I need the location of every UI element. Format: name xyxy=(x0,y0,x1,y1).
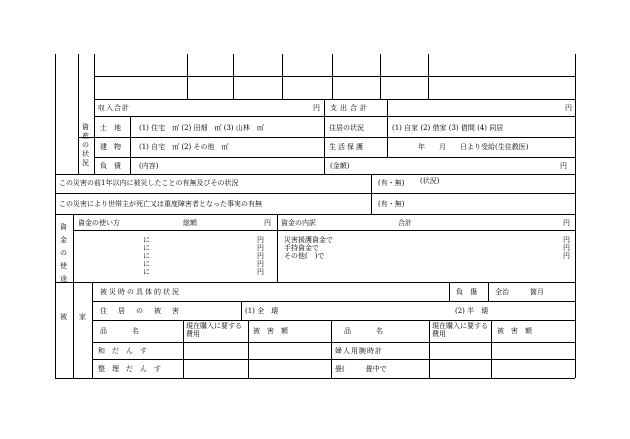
col-line xyxy=(78,54,79,174)
col-line xyxy=(282,54,283,99)
expense-yen: 円 xyxy=(565,104,572,112)
building-label: 建 物 xyxy=(100,143,121,151)
col-line xyxy=(491,320,492,378)
fund-source-yen: 円 xyxy=(563,252,570,260)
row-line xyxy=(78,137,575,138)
land-options: (1) 住宅 ㎡ (2) 田畑 ㎡ (3) 山林 ㎡ xyxy=(139,124,264,132)
fund-total-yen: 円 xyxy=(264,219,271,227)
row-line xyxy=(55,193,575,194)
col-line xyxy=(73,282,74,378)
col-line xyxy=(428,54,429,99)
fund-use-purpose: に xyxy=(143,244,150,252)
fund-use-header: 資金の使い方 xyxy=(78,219,120,227)
row-line xyxy=(55,174,575,175)
fund-use-yen: 円 xyxy=(257,252,264,260)
col-line xyxy=(94,54,95,174)
cost-header: 現在購入に要する費用 xyxy=(432,322,488,338)
row-line xyxy=(92,342,575,343)
col-line xyxy=(449,282,450,301)
row-line xyxy=(94,116,575,117)
question-prior-disaster: この災害の前1年以内に被災したことの有無及びその状況 xyxy=(59,179,239,187)
row-line xyxy=(73,230,575,231)
half-destruction-option: (2) 半 壊 xyxy=(455,307,489,315)
situation-label: 被災時の具体的状況 xyxy=(100,288,181,296)
income-total-label: 収入合計 xyxy=(98,104,130,112)
col-line xyxy=(429,320,430,378)
col-line xyxy=(73,214,74,282)
debt-label: 負 債 xyxy=(100,162,121,170)
row-line xyxy=(92,359,575,360)
fund-source: その他( )で xyxy=(284,252,325,260)
expense-total-label: 支出合計 xyxy=(330,104,370,112)
col-line xyxy=(92,282,93,378)
damage-amount-header: 被 害 額 xyxy=(497,327,532,335)
fund-source-yen: 円 xyxy=(563,236,570,244)
row-line xyxy=(94,76,575,77)
border-right xyxy=(575,54,576,378)
damage-amount-header: 被 害 額 xyxy=(253,327,288,335)
col-line xyxy=(387,99,388,157)
injury-value: 全治 箇月 xyxy=(495,288,544,296)
fund-use-group-label: 資金の使途 xyxy=(60,223,67,283)
col-line xyxy=(332,54,333,99)
fund-sum-label: 合計 xyxy=(398,219,412,227)
house-label: 家 xyxy=(79,313,86,321)
col-line xyxy=(233,54,234,99)
col-line xyxy=(380,54,381,99)
fund-use-purpose: に xyxy=(143,268,150,276)
fund-sum-yen: 円 xyxy=(563,219,570,227)
welfare-value: 年 月 日より受給(生住教医) xyxy=(418,143,529,151)
fund-source-yen: 円 xyxy=(563,244,570,252)
cost-header: 現在購入に要する費用 xyxy=(186,322,242,338)
damaged-item: 婦人用腕時計 xyxy=(335,347,383,355)
damaged-item: 和 だ ん す xyxy=(98,347,147,355)
land-label: 土 地 xyxy=(100,124,121,132)
debt-yen: 円 xyxy=(560,162,567,170)
damaged-item: 整 理 だ ん す xyxy=(98,365,161,373)
prior-disaster-answer: (有・無) xyxy=(378,179,405,187)
fund-total-label: 総額 xyxy=(183,219,197,227)
col-line xyxy=(183,320,184,378)
fund-use-yen: 円 xyxy=(257,244,264,252)
row-line xyxy=(92,301,575,302)
residence-damage-label: 住 居 の 被 害 xyxy=(100,307,181,315)
fund-use-purpose: に xyxy=(143,236,150,244)
border-left xyxy=(55,54,56,378)
full-destruction-option: (1) 全 壊 xyxy=(245,307,279,315)
fund-use-yen: 円 xyxy=(257,260,264,268)
col-line xyxy=(277,214,278,282)
col-line xyxy=(248,320,249,378)
damage-group-label: 被 xyxy=(60,313,67,321)
head-death-answer: (有・無) xyxy=(378,200,405,208)
fund-use-yen: 円 xyxy=(257,236,264,244)
damaged-item: 畳( 畳中で xyxy=(335,365,387,373)
debt-content: (内容) xyxy=(139,162,159,170)
item-name-header: 品 名 xyxy=(344,327,384,335)
col-line xyxy=(130,116,131,174)
row-line xyxy=(94,99,575,100)
row-line xyxy=(94,157,575,158)
col-line xyxy=(241,301,242,320)
fund-use-purpose: に xyxy=(143,252,150,260)
fund-use-yen: 円 xyxy=(257,268,264,276)
residence-options: (1) 自家 (2) 借家 (3) 借間 (4) 同居 xyxy=(392,124,504,132)
injury-label: 負 傷 xyxy=(456,288,477,296)
question-head-death: この災害により世帯主が死亡又は重度障害者となった事実の有無 xyxy=(59,200,262,208)
fund-source: 手持資金で xyxy=(284,244,319,252)
welfare-label: 生活保護 xyxy=(329,143,365,151)
row-line xyxy=(55,378,575,379)
assets-group-label: 資産の状況 xyxy=(82,123,89,167)
row-line xyxy=(55,282,575,283)
item-name-header: 品 名 xyxy=(100,327,140,335)
fund-source: 災害援護資金で xyxy=(284,236,333,244)
col-line xyxy=(331,320,332,378)
prior-disaster-status: (状況) xyxy=(420,177,440,185)
col-line xyxy=(371,174,372,214)
col-line xyxy=(187,54,188,99)
income-yen: 円 xyxy=(313,104,320,112)
building-options: (1) 自宅 ㎡ (2) その他 ㎡ xyxy=(139,143,229,151)
fund-use-purpose: に xyxy=(143,260,150,268)
fund-breakdown-header: 資金の内訳 xyxy=(281,219,316,227)
row-line xyxy=(55,214,575,215)
debt-amount: (金額) xyxy=(330,162,350,170)
residence-label: 住居の状況 xyxy=(329,124,364,132)
row-line xyxy=(92,320,575,321)
col-line xyxy=(488,282,489,301)
